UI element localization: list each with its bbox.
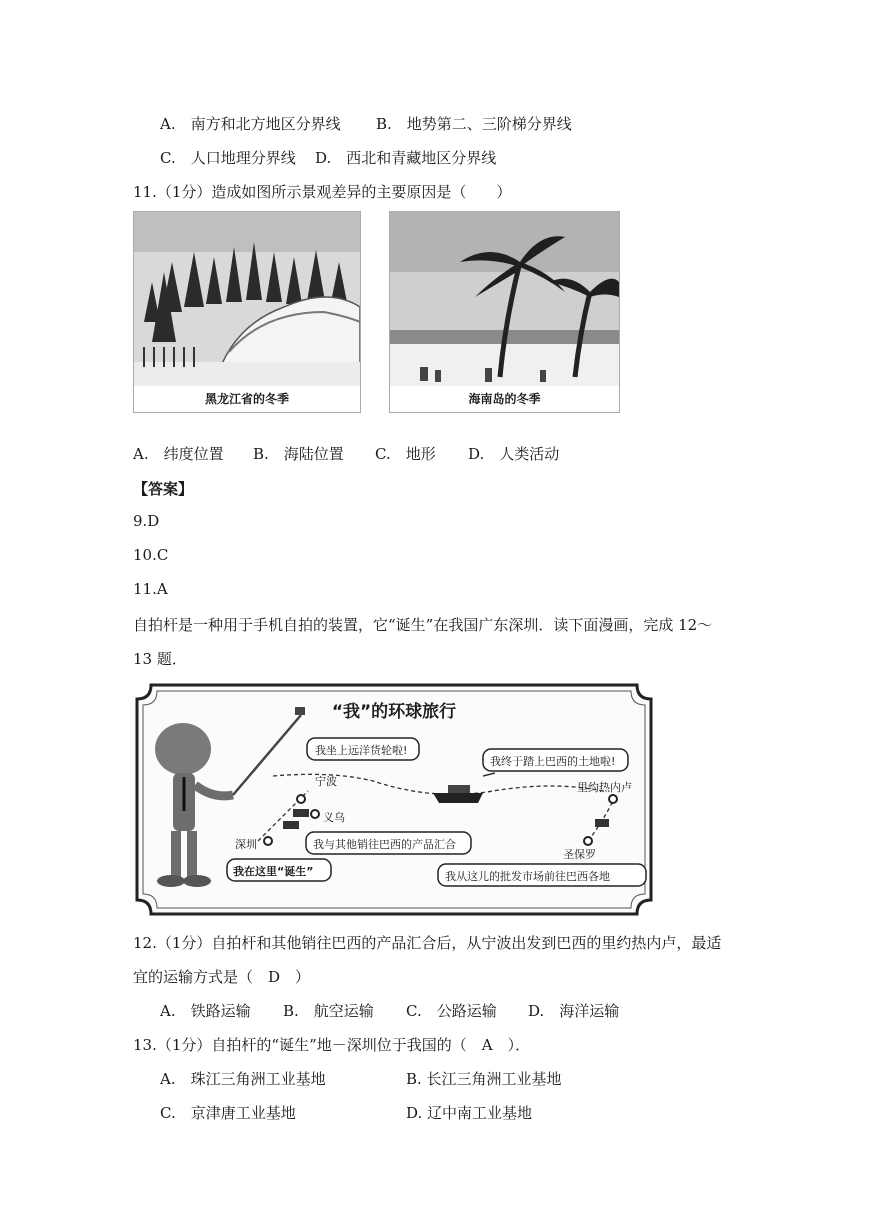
bubble-market: 我从这儿的批发市场前往巴西各地 [445,870,610,883]
photo-left-caption: 黑龙江省的冬季 [134,386,360,412]
photo-hainan-winter [389,211,620,413]
place-rio: 里约热内卢 [577,781,632,794]
palm-beach-image [390,212,619,412]
q10-option-b: B. 地势第二、三阶梯分界线 [376,115,572,133]
q12-option-b: B. 航空运输 [283,1002,374,1020]
photo-heilongjiang-winter [133,211,361,413]
q10-option-c: C. 人口地理分界线 [160,149,296,167]
snow-forest-image [134,212,360,412]
q11-stem: 11.（1分）造成如图所示景观差异的主要原因是（ ） [133,183,512,201]
answer-11: 11.A [133,580,168,598]
intro-line-1: 自拍杆是一种用于手机自拍的装置，它“诞生”在我国广东深圳．读下面漫画，完成 12～ [133,616,713,634]
q13-option-b: B. 长江三角洲工业基地 [406,1070,562,1088]
bubble-brazil: 我终于踏上巴西的土地啦! [490,755,616,768]
answers-heading: 【答案】 [133,480,194,498]
q11-option-a: A. 纬度位置 [133,445,224,463]
q12-option-d: D. 海洋运输 [528,1002,620,1020]
q11-option-d: D. 人类活动 [468,445,560,463]
q12-option-a: A. 铁路运输 [160,1002,251,1020]
q10-option-a: A. 南方和北方地区分界线 [160,115,341,133]
comic-global-trip [133,681,655,918]
comic-title: “我”的环球旅行 [331,702,457,722]
q12-stem-line-1: 12.（1分）自拍杆和其他销往巴西的产品汇合后，从宁波出发到巴西的里约热内卢，最适 [133,934,722,952]
q13-option-a: A. 珠江三角洲工业基地 [160,1070,326,1088]
q11-option-c: C. 地形 [375,445,436,463]
q12-option-c: C. 公路运输 [406,1002,497,1020]
place-shenzhen: 深圳 [235,838,257,851]
place-saopaulo: 圣保罗 [563,848,596,861]
q10-option-d: D. 西北和青藏地区分界线 [315,149,497,167]
answer-10: 10.C [133,546,169,564]
q11-option-b: B. 海陆位置 [253,445,344,463]
bubble-born: 我在这里“诞生” [233,865,314,878]
q13-option-d: D. 辽中南工业基地 [406,1104,533,1122]
bubble-yiwu: 我与其他销往巴西的产品汇合 [313,838,456,851]
q12-stem-line-2: 宜的运输方式是（ D ） [133,968,311,986]
place-ningbo: 宁波 [315,775,337,788]
place-yiwu: 义乌 [323,811,345,824]
q13-stem: 13.（1分）自拍杆的“诞生”地－深圳位于我国的（ A ）． [133,1036,531,1054]
bubble-ship: 我坐上远洋货轮啦! [315,744,408,757]
q13-option-c: C. 京津唐工业基地 [160,1104,296,1122]
answer-9: 9.D [133,512,160,530]
intro-line-2: 13 题． [133,650,187,668]
photo-right-caption: 海南岛的冬季 [390,386,619,412]
